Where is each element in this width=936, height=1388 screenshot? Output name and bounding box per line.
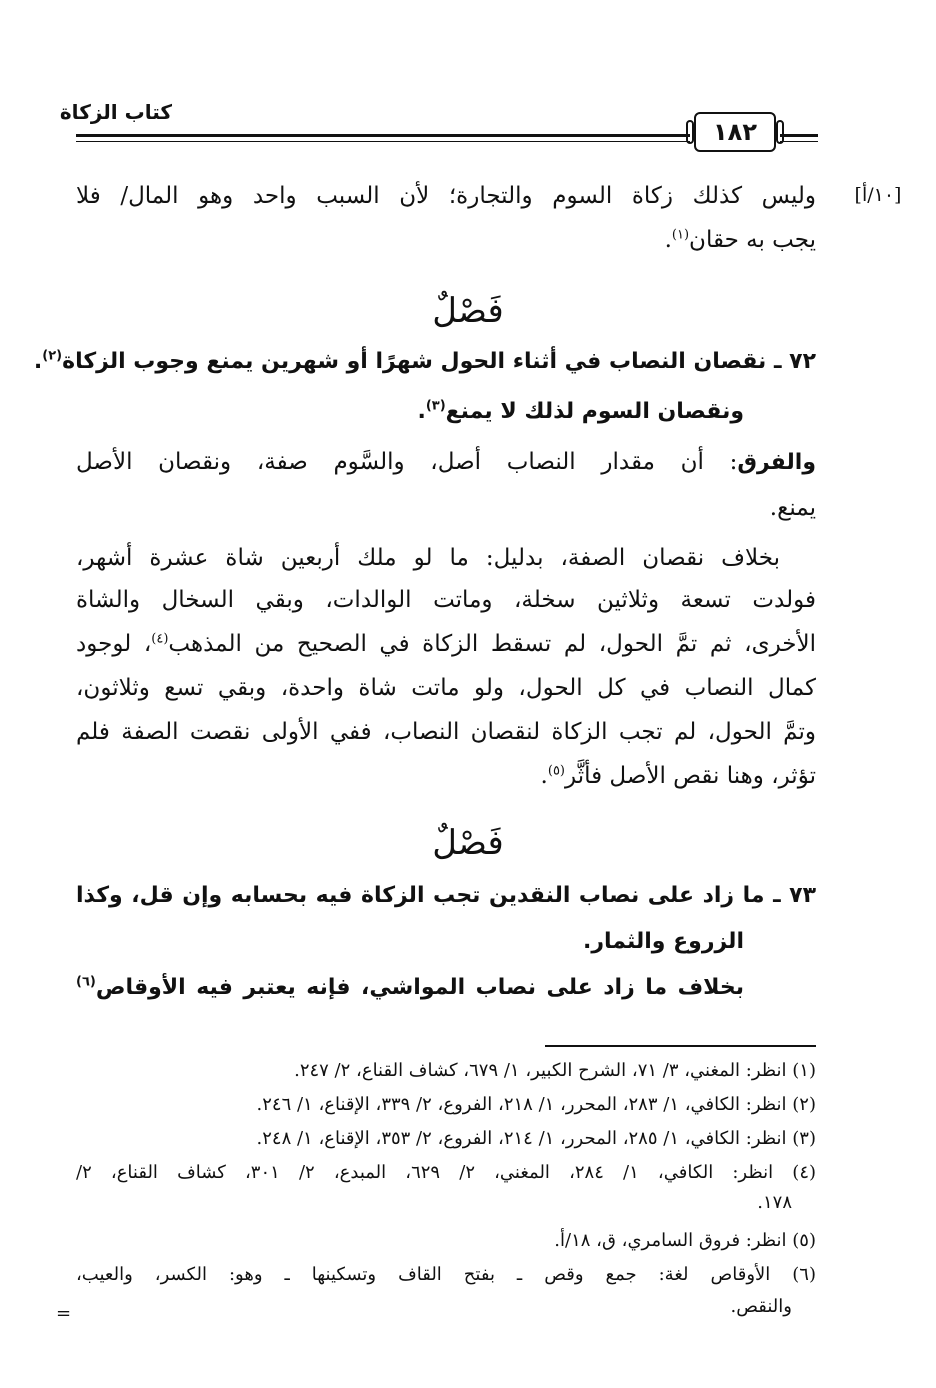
rule-72-continued: ونقصان السوم لذلك لا يمنع$^{(٣)}$. xyxy=(417,398,744,424)
running-head-title: كتاب الزكاة xyxy=(59,100,172,124)
footnote-separator xyxy=(545,1045,816,1047)
body-line: تؤثر، وهنا نقص الأصل فأثَّر$^{(٥)}$. xyxy=(540,763,816,789)
body-line: الأخرى، ثم تمَّ الحول، لم تسقط الزكاة في الصحيح من المذهب$^{(٤)}$، لوجود xyxy=(76,631,816,657)
difference-paragraph: والفرق: أن مقدار النصاب أصل، والسَّوم صفة، ونقصان الأصل xyxy=(76,449,816,475)
rule-73-continued: الزروع والثمار. xyxy=(582,929,744,954)
footnote-6-continued: والنقص. xyxy=(730,1296,792,1317)
section-heading-fasl: فَصْلٌ xyxy=(432,291,504,331)
body-line: يمنع. xyxy=(769,495,816,521)
body-line: وليس كذلك زكاة السوم والتجارة؛ لأن السبب واحد وهو المال/ فلا xyxy=(76,183,816,209)
header-rule-right-thin xyxy=(780,141,818,142)
manuscript-folio-ref: [١٠/أ] xyxy=(854,184,902,206)
footnote-ref: (٦) xyxy=(76,974,96,990)
body-line: يجب به حقان$^{(١)}$. xyxy=(664,227,816,253)
footnote-ref: (١) xyxy=(671,227,690,243)
header-rule xyxy=(76,134,690,137)
footnote-ref: (٣) xyxy=(425,398,446,414)
body-line: كمال النصاب في كل الحول، ولو ماتت شاة واحدة، وبقي تسع وثلاثون، xyxy=(76,675,816,701)
body-line: وتمَّ الحول، لم تجب الزكاة لنقصان النصاب، ففي الأولى نقصت الصفة فلم xyxy=(76,719,816,745)
body-line: بخلاف نقصان الصفة، بدليل: ما لو ملك أربعين شاة عشرة أشهر، xyxy=(76,545,780,571)
footnote-6: (٦) الأوقاص لغة: جمع وقص ـ بفتح القاف وتسكينها ـ وهو: الكسر، والعيب، xyxy=(76,1264,816,1285)
difference-label: والفرق xyxy=(737,450,816,475)
footnote-ref: (٤) xyxy=(151,631,169,647)
footnote-4: (٤) انظر: الكافي، ١/ ٢٨٤، المغني، ٢/ ٦٢٩، المبدع، ٢/ ٣٠١، كشاف القناع، ٢/ xyxy=(76,1162,817,1183)
footnote-4-continued: ١٧٨. xyxy=(757,1192,792,1213)
body-line: فولدت تسعة وثلاثين سخلة، وماتت الوالدات، وبقي السخال والشاة xyxy=(76,587,816,613)
rule-73-contrast: بخلاف ما زاد على نصاب المواشي، فإنه يعتبر فيه الأوقاص$^{(٦)}$ xyxy=(76,974,744,1000)
footnote-5: (٥) انظر: فروق السامري، ق، ١٨/أ. xyxy=(554,1230,816,1251)
footnote-ref: (٥) xyxy=(547,763,565,779)
continuation-mark: = xyxy=(56,1303,72,1324)
rule-73: ٧٣ ـ ما زاد على نصاب النقدين تجب الزكاة فيه بحسابه وإن قل، وكذا xyxy=(76,883,816,908)
section-heading-fasl: فَصْلٌ xyxy=(432,823,504,863)
footnote-3: (٣) انظر: الكافي، ١/ ٢٨٥، المحرر، ١/ ٢١٤، الفروع، ٢/ ٣٥٣، الإقناع، ١/ ٢٤٨. xyxy=(256,1128,816,1149)
footnote-1: (١) انظر: المغني، ٣/ ٧١، الشرح الكبير، ١/ ٦٧٩، كشاف القناع، ٢/ ٢٤٧. xyxy=(294,1060,816,1081)
header-rule-right xyxy=(780,134,818,137)
page-number-frame xyxy=(694,112,776,152)
footnote-ref: (٢) xyxy=(42,348,63,364)
footnote-2: (٢) انظر: الكافي، ١/ ٢٨٣، المحرر، ١/ ٢١٨، الفروع، ٢/ ٣٣٩، الإقناع، ١/ ٢٤٦. xyxy=(256,1094,816,1115)
rule-72: ٧٢ ـ نقصان النصاب في أثناء الحول شهرًا أو شهرين يمنع وجوب الزكاة$^{(٢)}$. xyxy=(33,348,816,374)
page-number: ١٨٢ xyxy=(713,118,757,146)
header-rule-thin xyxy=(76,141,690,142)
